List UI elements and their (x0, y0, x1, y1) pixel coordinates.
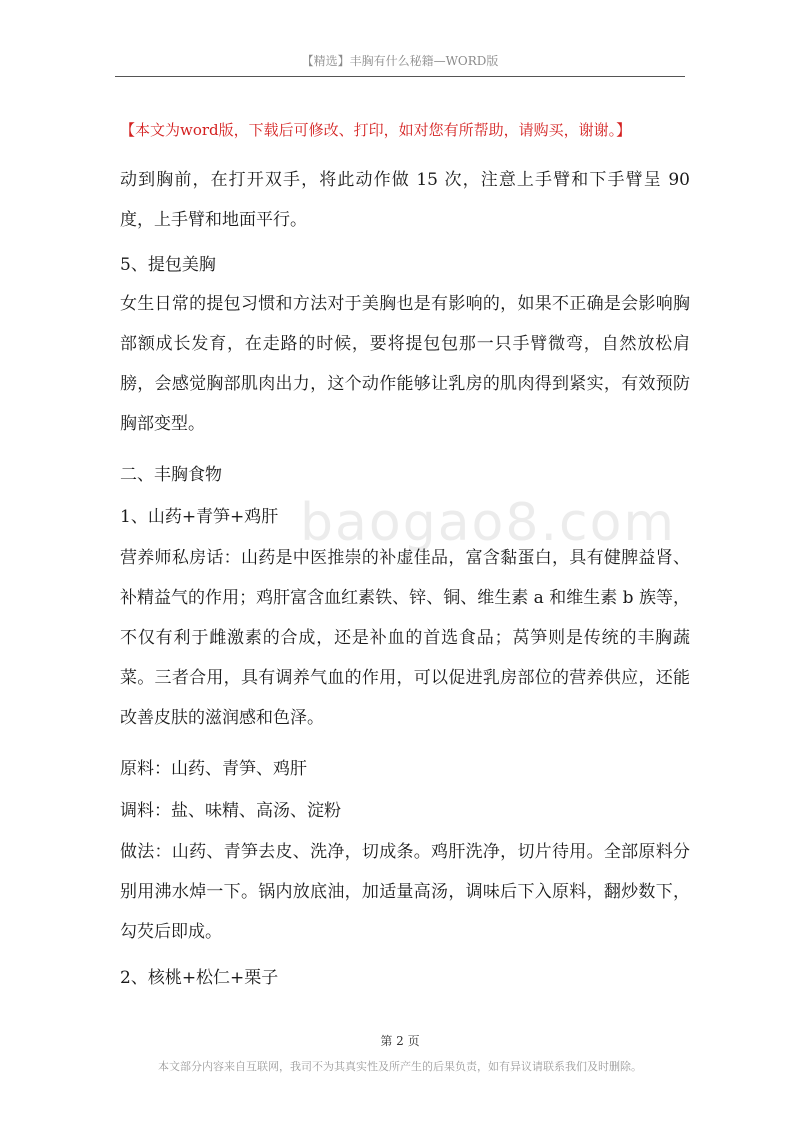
section-heading-food: 二、丰胸食物 (120, 465, 222, 485)
heading-recipe-2: 2、核桃+松仁+栗子 (120, 968, 279, 988)
paragraph-nutritionist: 营养师私房话：山药是中医推崇的补虚佳品，富含黏蛋白，具有健脾益肾、补精益气的作用；鸡肝富含血红素铁、锌、铜、维生素 a 和维生素 b 族等，不仅有利于雌激素的合成，还是补血的首选食品；莴笋则是传统的丰胸蔬菜。三者合用，具有调养气血的作用，可以促进乳房部位的营养供应，还能改善皮肤的滋润感和色泽。 (120, 548, 690, 728)
seasonings: 调料：盐、味精、高汤、淀粉 (120, 801, 341, 821)
page-header: 【精选】丰胸有什么秘籍—WORD版 (115, 50, 685, 77)
purchase-notice: 【本文为word版，下载后可修改、打印，如对您有所帮助，请购买，谢谢。】 (120, 121, 632, 139)
method: 做法：山药、青笋去皮、洗净，切成条。鸡肝洗净，切片待用。全部原料分别用沸水焯一下。锅内放底油，加适量高汤，调味后下入原料，翻炒数下，勾芡后即成。 (120, 842, 690, 942)
ingredients: 原料：山药、青笋、鸡肝 (120, 759, 307, 779)
page-number: 第 2 页 (380, 1034, 420, 1048)
paragraph-handbag: 女生日常的提包习惯和方法对于美胸也是有影响的，如果不正确是会影响胸部额成长发育，在走路的时候，要将提包包那一只手臂微弯，自然放松肩膀，会感觉胸部肌肉出力，这个动作能够让乳房的肌肉得到紧实，有效预防胸部变型。 (120, 294, 690, 434)
heading-recipe-1: 1、山药+青笋+鸡肝 (120, 507, 279, 527)
paragraph-exercise-continued: 动到胸前，在打开双手，将此动作做 15 次，注意上手臂和下手臂呈 90 度，上手臂和地面平行。 (120, 170, 690, 230)
heading-handbag: 5、提包美胸 (120, 255, 216, 275)
disclaimer-footer: 本文部分内容来自互联网，我司不为其真实性及所产生的后果负责，如有异议请联系我们及时删除。 (158, 1060, 642, 1073)
watermark: baogao8.com (300, 493, 677, 553)
